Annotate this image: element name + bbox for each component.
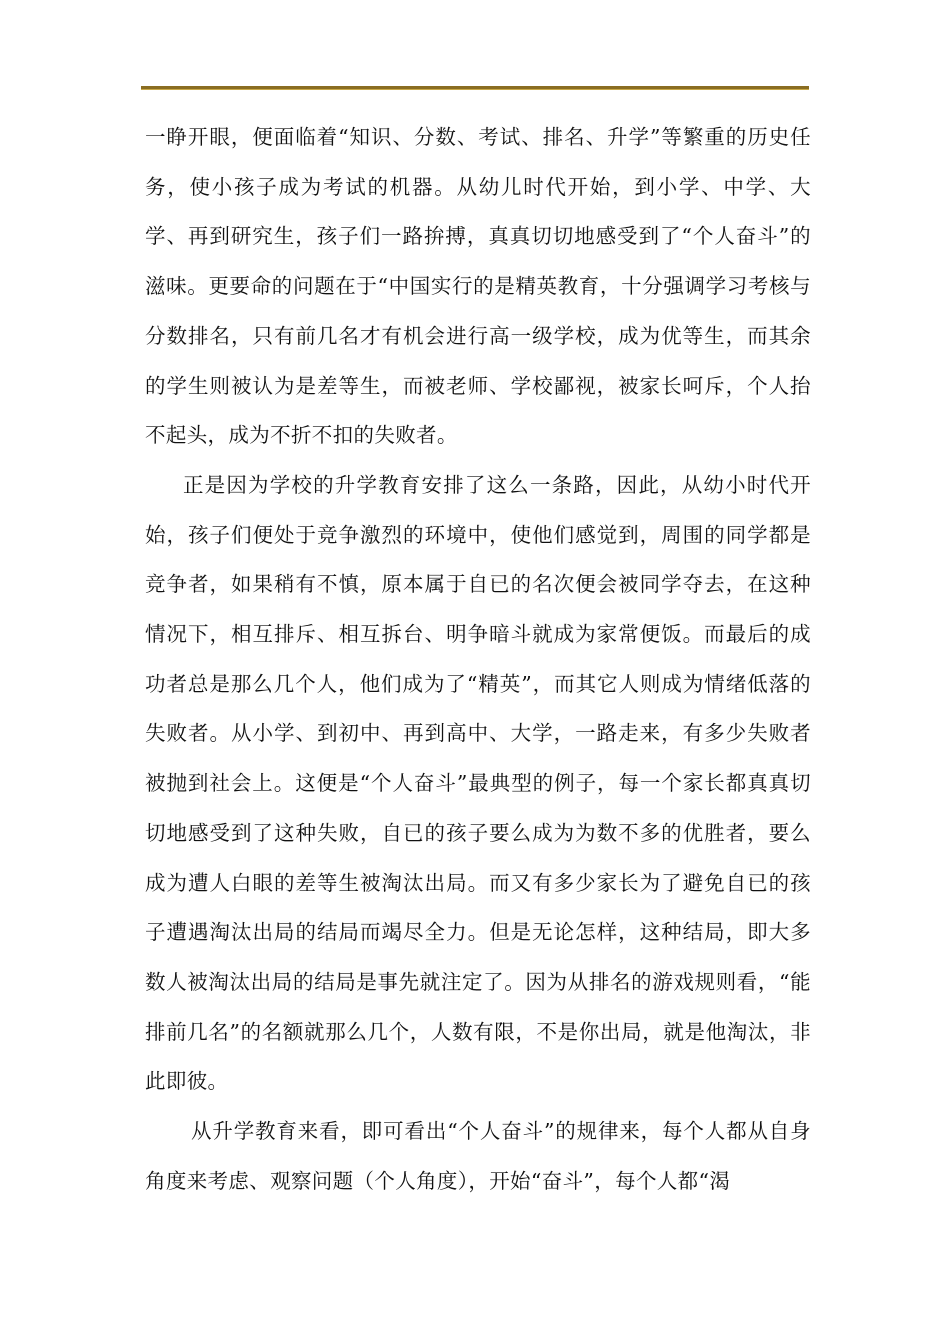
header-divider — [141, 86, 809, 90]
paragraph-1: 一睁开眼，便面临着“知识、分数、考试、排名、升学”等繁重的历史任务，使小孩子成为考试的机器。从幼儿时代开始，到小学、中学、大学、再到研究生，孩子们一路拚搏，真真切切地感受到了“个人奋斗”的滋味。更要命的问题在于“中国实行的是精英教育，十分强调学习考核与分数排名，只有前几名才有机会进行高一级学校，成为优等生，而其余的学生则被认为是差等生，而被老师、学校鄙视，被家长呵斥，个人抬不起头，成为不折不扣的失败者。 — [145, 125, 811, 448]
paragraph-2: 正是因为学校的升学教育安排了这么一条路，因此，从幼小时代开始，孩子们便处于竞争激烈的环境中，使他们感觉到，周围的同学都是竞争者，如果稍有不慎，原本属于自已的名次便会被同学夺去，在这种情况下，相互排斥、相互拆台、明争暗斗就成为家常便饭。而最后的成功者总是那么几个人，他们成为了“精英”，而其它人则成为情绪低落的失败者。从小学、到初中、再到高中、大学，一路走来，有多少失败者被抛到社会上。这便是“个人奋斗”最典型的例子，每一个家长都真真切切地感受到了这种失败，自已的孩子要么成为为数不多的优胜者，要么成为遭人白眼的差等生被淘汰出局。而又有多少家长为了避免自已的孩子遭遇淘汰出局的结局而竭尽全力。但是无论怎样，这种结局，即大多数人被淘汰出局的结局是事先就注定了。因为从排名的游戏规则看，“能排前几名”的名额就那么几个，人数有限，不是你出局，就是他淘汰，非此即彼。 — [145, 472, 811, 1094]
paragraph-3: 从升学教育来看，即可看出“个人奋斗”的规律来，每个人都从自身角度来考虑、观察问题（个人角度），开始“奋斗”，每个人都“渴 — [145, 1119, 811, 1193]
document-body — [145, 113, 811, 1206]
